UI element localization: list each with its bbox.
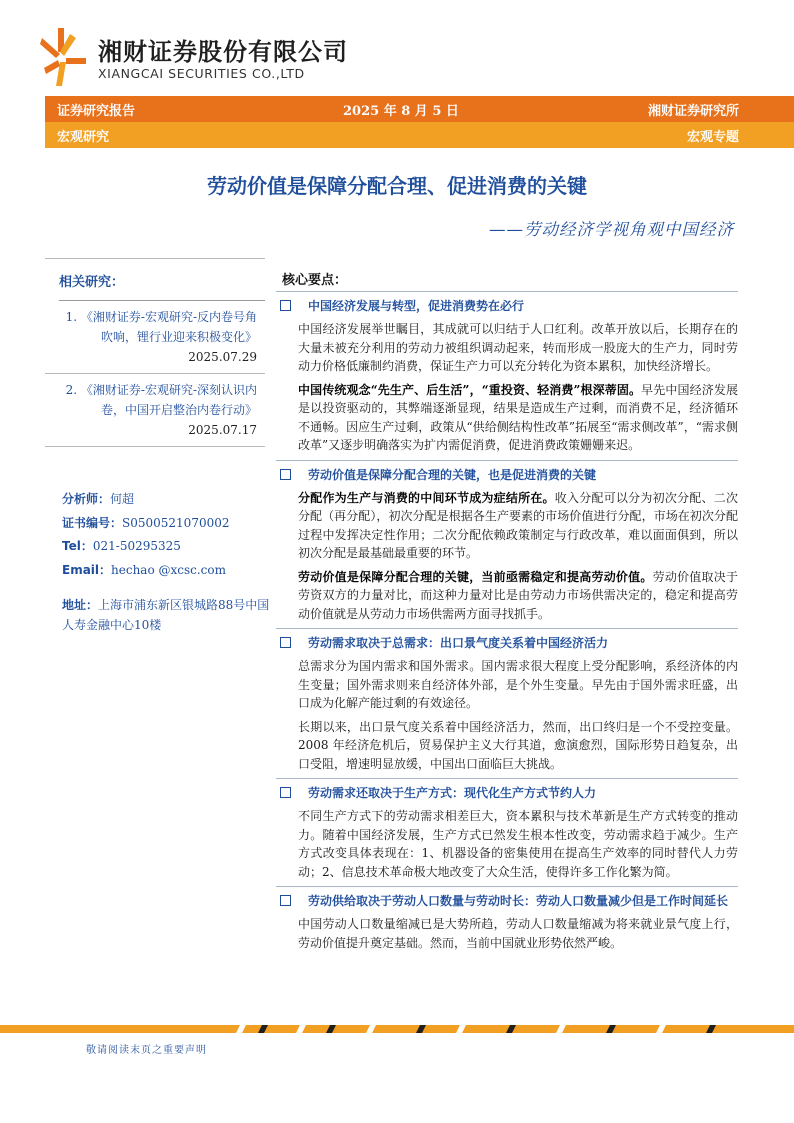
header-bar-primary [45, 96, 794, 122]
main-content [276, 265, 738, 957]
section-heading-text: 劳动供给取决于劳动人口数量与劳动时长：劳动人口数量减少但是工作时间延长 [308, 894, 729, 908]
paragraph: 分配作为生产与消费的中间环节成为症结所在。收入分配可以分为初次分配、二次分配（再分配），初次分配是根据各生产要素的市场价值进行分配，市场在初次分配过程中发挥决定性作用；二次分配依赖政策制定与行政改革，难以面面俱到，所以初次分配是最基础最重要的环节。 [298, 490, 738, 560]
checkbox-icon [280, 637, 291, 648]
section-heading [276, 291, 738, 320]
analyst-label: 分析师： [62, 492, 111, 506]
report-category: 宏观研究 [57, 130, 110, 145]
related-research-title[interactable]: 2. 《湘财证券-宏观研究-深刻认识内卷，中国开启整治内卷行动》 [65, 383, 257, 417]
report-topic: 宏观专题 [686, 130, 739, 145]
checkbox-icon [280, 895, 291, 906]
paragraph: 劳动价值是保障分配合理的关键，当前亟需稳定和提高劳动价值。劳动价值取决于劳资双方的力量对比，而这种力量对比是由劳动力市场供需决定的，稳定和提高劳动价值就是从劳动力市场供需两方面寻找抓手。 [298, 569, 738, 621]
company-logo [40, 26, 348, 86]
paragraph: 中国传统观念“先生产、后生活”，“重投资、轻消费”根深蒂固。早先中国经济发展是以投资驱动的，其弊端逐渐显现，结果是造成生产过剩，而消费不足，经济循环不通畅。因应生产过剩，政策从“供给侧结构性改革”拓展至“需求侧改革”，“需求侧改革”又逐步明确落实为扩内需促消费，促进消费政策姗姗来迟。 [298, 382, 738, 452]
cert-number: S0500521070002 [122, 515, 230, 530]
paragraph: 长期以来，出口景气度关系着中国经济活力，然而，出口终归是一个不受控变量。2008 年经济危机后，贸易保护主义大行其道，愈演愈烈，国际形势日趋复杂，出口受阻，增速明显放缓，中国出口面临巨大挑战。 [298, 719, 738, 771]
report-type: 证券研究报告 [57, 104, 136, 119]
page-title: 劳动价值是保障分配合理、促进消费的关键 [207, 174, 587, 198]
paragraph: 不同生产方式下的劳动需求相差巨大，资本累积与技术革新是生产方式转变的推动力。随着中国经济发展，生产方式已然发生根本性改变，劳动需求趋于减少。生产方式改变具体表现在：1、机器设备的密集使用在提高生产效率的同时替代人力劳动；2、信息技术革命极大地改变了大众生活，使得许多工作化繁为简。 [298, 809, 738, 879]
cert-label: 证书编号： [62, 515, 123, 530]
key-points-heading: 核心要点： [282, 273, 348, 288]
report-date: 2025 年 8 月 5 日 [343, 104, 459, 119]
checkbox-icon [280, 469, 291, 480]
related-research-item[interactable] [45, 301, 265, 374]
address-label: 地址： [62, 598, 99, 612]
paragraph: 中国劳动人口数量缩减已是大势所趋，劳动人口数量缩减为将来就业景气度上行，劳动价值提升奠定基础。然而，当前中国就业形势依然严峻。 [298, 917, 738, 950]
disclaimer-notice: 敬请阅读末页之重要声明 [86, 1045, 207, 1056]
paragraph: 总需求分为国内需求和国外需求。国内需求很大程度上受分配影响，系经济体的内生变量；国外需求则来自经济体外部，是个外生变量。早先由于国外需求旺盛，出口成为化解产能过剩的有效途径。 [298, 659, 738, 710]
email-address[interactable]: hechao @xcsc.com [111, 562, 227, 577]
page-subtitle: ——劳动经济学视角观中国经济 [489, 220, 734, 239]
section-heading-text: 劳动价值是保障分配合理的关键，也是促进消费的关键 [308, 467, 597, 482]
company-name-cn: 湘财证券股份有限公司 [98, 38, 348, 66]
sidebar [45, 258, 265, 447]
address-text: 上海市浦东新区银城路88号中国人寿金融中心10楼 [62, 598, 270, 632]
paragraph: 中国经济发展举世瞩目，其成就可以归结于人口红利。改革开放以后，长期存在的大量未被充分利用的劳动力被组织调动起来，转而形成一股庞大的生产力，同时劳动力价格低廉制约消费，保证生产力可以充分转化为资本累积，加快经济增长。 [298, 322, 738, 373]
related-research-date: 2025.07.29 [188, 350, 257, 364]
related-research-title[interactable]: 1. 《湘财证券-宏观研究-反内卷号角吹响，锂行业迎来积极变化》 [65, 310, 257, 344]
section-heading-text: 劳动需求取决于总需求：出口景气度关系着中国经济活力 [308, 636, 609, 650]
footer-stripe [0, 1025, 794, 1033]
institute-name: 湘财证券研究所 [647, 104, 739, 119]
address-info [62, 595, 272, 635]
tel-label: Tel： [62, 539, 93, 553]
related-research-date: 2025.07.17 [188, 423, 257, 437]
checkbox-icon [280, 300, 291, 311]
email-label: Email： [62, 562, 112, 577]
checkbox-icon [280, 787, 291, 798]
related-research-item[interactable] [45, 374, 265, 447]
section-heading [276, 778, 738, 807]
section-heading-text: 中国经济发展与转型，促进消费势在必行 [308, 299, 525, 313]
header-bar-secondary [45, 122, 794, 148]
section-heading [276, 886, 738, 915]
section-heading [276, 460, 738, 489]
tel-number: 021-50295325 [92, 539, 181, 553]
section-heading-text: 劳动需求还取决于生产方式：现代化生产方式节约人力 [308, 786, 597, 800]
related-research-heading: 相关研究： [45, 258, 265, 296]
section-heading [276, 628, 738, 657]
analyst-info [62, 488, 230, 582]
analyst-name: 何超 [110, 492, 135, 506]
logo-mark-icon [40, 28, 86, 86]
company-name-en: XIANGCAI SECURITIES CO.,LTD [98, 66, 305, 81]
